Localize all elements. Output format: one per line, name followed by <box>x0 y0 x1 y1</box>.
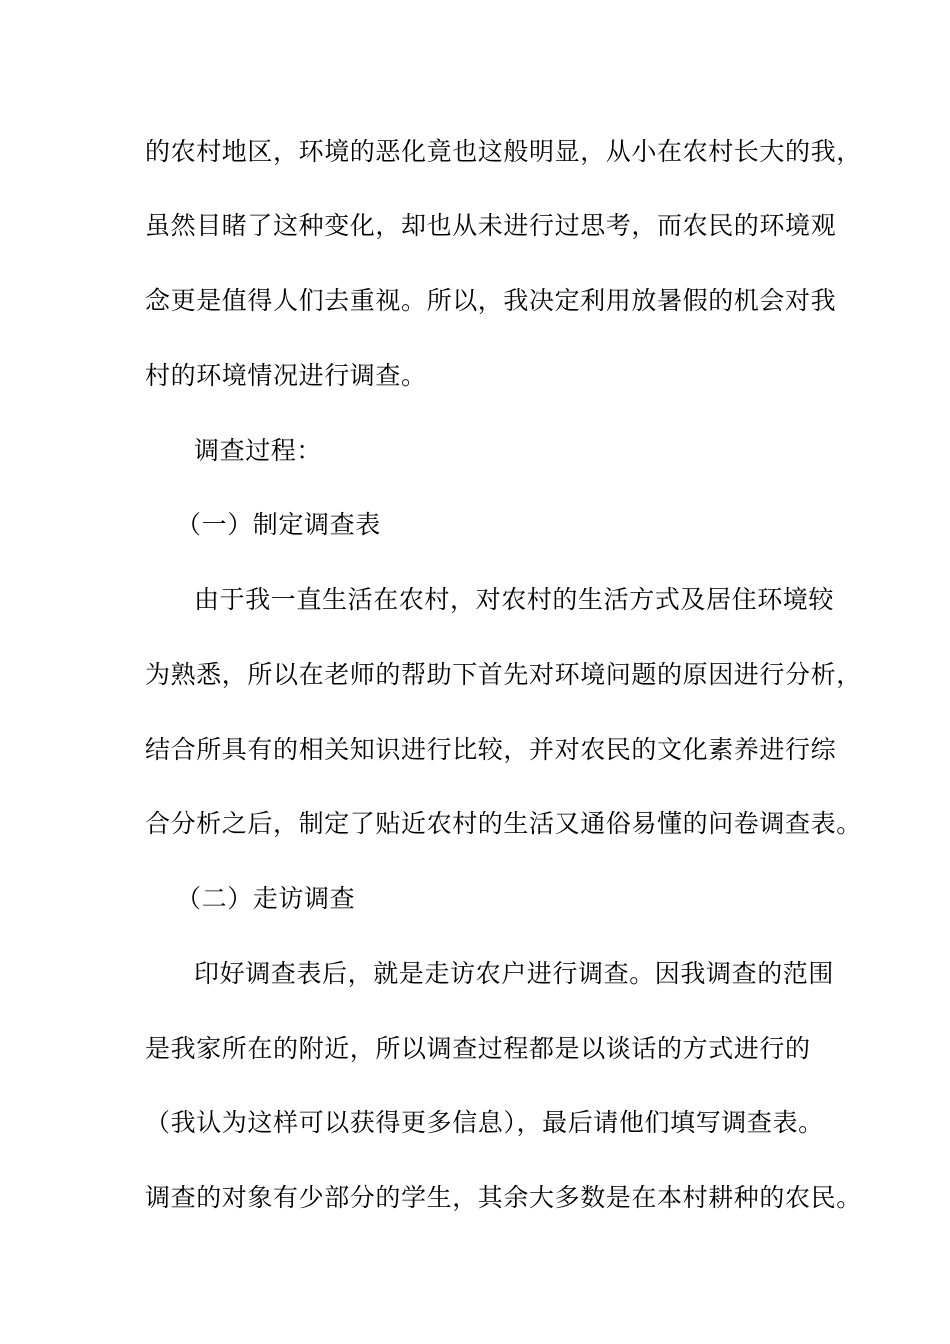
paragraph-line: 合分析之后，制定了贴近农村的生活又通俗易懂的问卷调查表。 <box>145 809 862 838</box>
paragraph-line: 虽然目睹了这种变化，却也从未进行过思考，而农民的环境观 <box>145 211 837 240</box>
subsection-heading: （一）制定调查表 <box>176 510 381 539</box>
paragraph-line: 念更是值得人们去重视。所以，我决定利用放暑假的机会对我 <box>145 286 837 315</box>
paragraph-line: 为熟悉，所以在老师的帮助下首先对环境问题的原因进行分析， <box>145 660 862 689</box>
paragraph-line: 印好调查表后，就是走访农户进行调查。因我调查的范围 <box>194 959 835 988</box>
paragraph-line: 是我家所在的附近，所以调查过程都是以谈话的方式进行的 <box>145 1034 811 1063</box>
paragraph-line: 调查的对象有少部分的学生，其余大多数是在本村耕种的农民。 <box>145 1183 862 1212</box>
paragraph-line: 村的环境情况进行调查。 <box>145 361 427 390</box>
paragraph-line: （我认为这样可以获得更多信息），最后请他们填写调查表。 <box>145 1108 824 1137</box>
paragraph-line: 由于我一直生活在农村，对农村的生活方式及居住环境较 <box>194 585 835 614</box>
subsection-heading: （二）走访调查 <box>176 884 356 913</box>
paragraph-line: 的农村地区，环境的恶化竟也这般明显，从小在农村长大的我， <box>145 137 862 166</box>
paragraph-line: 结合所具有的相关知识进行比较，并对农民的文化素养进行综 <box>145 735 837 764</box>
section-heading: 调查过程： <box>194 436 323 465</box>
